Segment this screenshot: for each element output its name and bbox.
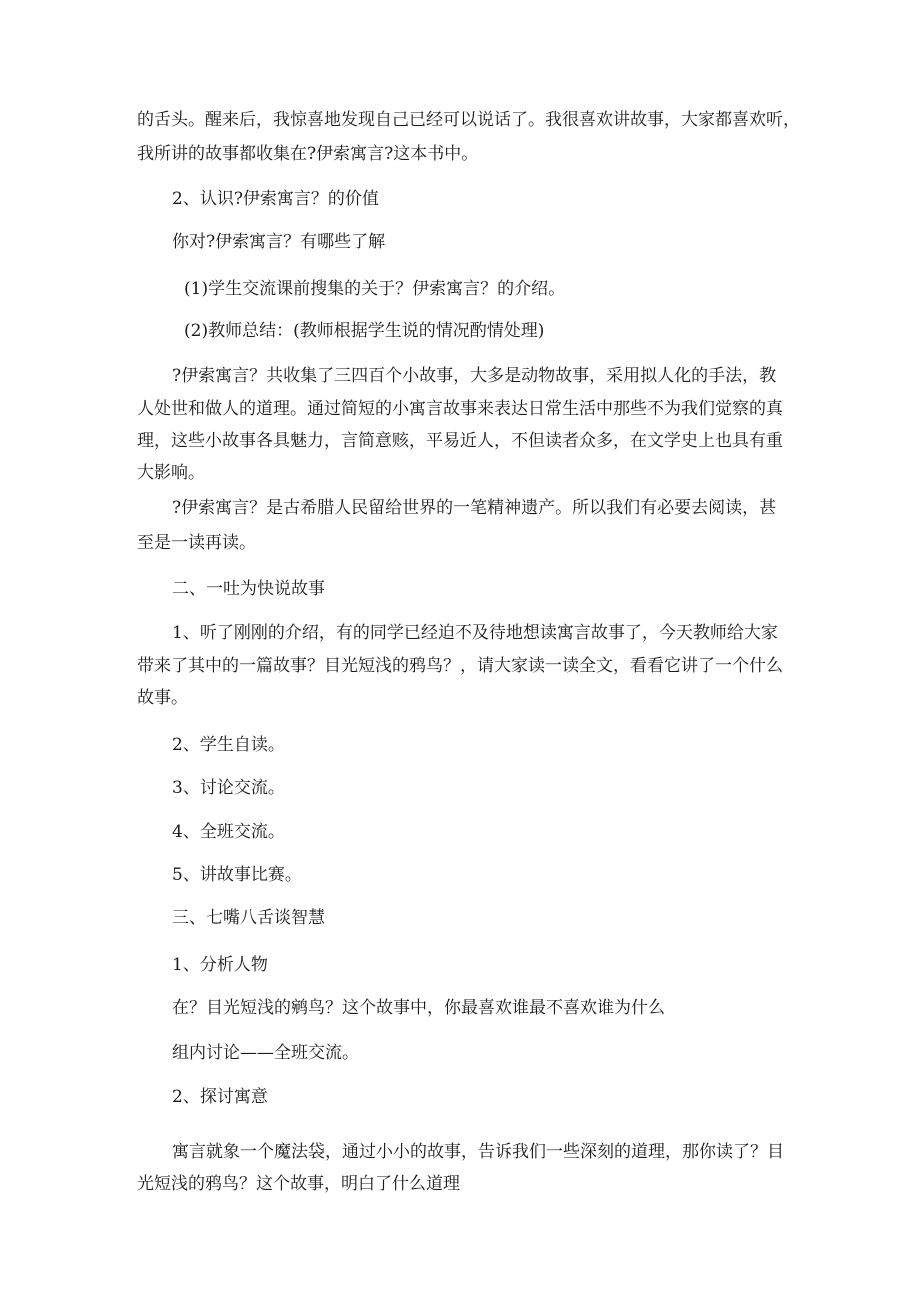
text-line: 寓言就象一个魔法袋，通过小小的故事，告诉我们一些深刻的道理，那你读了？目 <box>172 1142 784 1162</box>
text-line: 理，这些小故事各具魅力，言简意赅，平易近人，不但读者众多，在文学史上也具有重 <box>137 431 783 451</box>
text-line: 人处世和做人的道理。通过简短的小寓言故事来表达日常生活中那些不为我们觉察的真 <box>137 399 783 419</box>
text-line: 我所讲的故事都收集在?伊索寓言?这本书中。 <box>137 144 479 164</box>
text-line: 故事。 <box>137 688 188 708</box>
list-item: 4、全班交流。 <box>172 822 285 842</box>
list-item: (2)教师总结：(教师根据学生说的情况酌情处理) <box>184 321 545 341</box>
text-line: ?伊索寓言？共收集了三四百个小故事，大多是动物故事，采用拟人化的手法，教 <box>172 366 777 386</box>
text-line: 1、听了刚刚的介绍，有的同学已经迫不及待地想读寓言故事了，今天教师给大家 <box>172 623 778 643</box>
section-heading: 1、分析人物 <box>172 955 268 975</box>
list-item: 5、讲故事比赛。 <box>172 865 302 885</box>
text-line: 的舌头。醒来后，我惊喜地发现自己已经可以说话了。我很喜欢讲故事，大家都喜欢听， <box>137 110 800 130</box>
list-item: 2、学生自读。 <box>172 735 285 755</box>
section-heading: 2、认识?伊索寓言？的价值 <box>172 189 379 209</box>
text-line: ?伊索寓言？是古希腊人民留给世界的一笔精神遗产。所以我们有必要去阅读，甚 <box>172 498 777 518</box>
text-line: 你对?伊索寓言？有哪些了解 <box>172 232 386 252</box>
list-item: 3、讨论交流。 <box>172 778 285 798</box>
section-heading: 2、探讨寓意 <box>172 1087 268 1107</box>
text-line: 带来了其中的一篇故事？目光短浅的鸦鸟？，请大家读一读全文，看看它讲了一个什么 <box>137 656 783 676</box>
text-line: 至是一读再读。 <box>137 533 256 553</box>
text-line: 大影响。 <box>137 463 205 483</box>
text-line: 组内讨论——全班交流。 <box>172 1043 359 1063</box>
section-heading: 三、七嘴八舌谈智慧 <box>172 908 325 928</box>
section-heading: 二、一吐为快说故事 <box>172 579 325 599</box>
list-item: (1)学生交流课前搜集的关于？伊索寓言？的介绍。 <box>184 279 566 299</box>
text-line: 光短浅的鸦鸟？这个故事，明白了什么道理 <box>137 1174 460 1194</box>
text-line: 在？目光短浅的鹓鸟？这个故事中，你最喜欢谁最不喜欢谁为什么 <box>172 998 665 1018</box>
